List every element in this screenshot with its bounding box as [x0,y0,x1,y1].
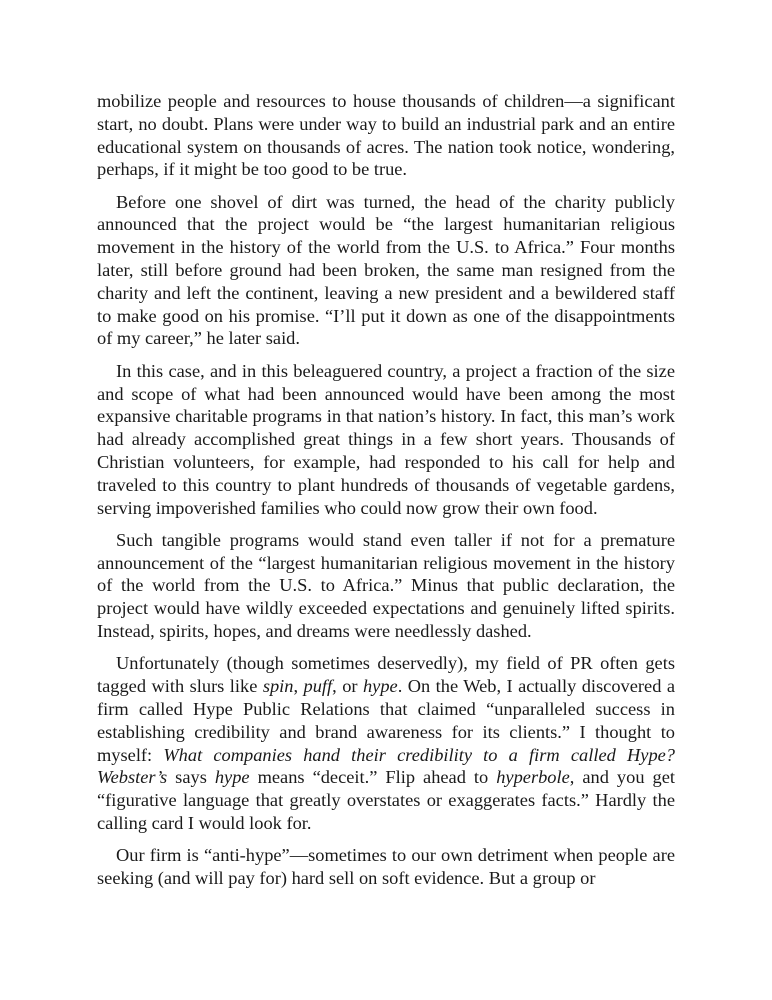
italic-thought: What companies hand their credibility to a firm called Hype? Webster’s [97,744,676,788]
paragraph-5: Unfortunately (though sometimes deservedly), my field of PR often gets tagged with slurs like spin, puff, or hype. On the Web, I actually discovered a firm called Hype Public Relations that claimed “unparalleled success in establishing credibility and brand awareness for its clients.” I thought to myself: What companies hand their credibility to a firm called Hype? Webster’s says hype means “deceit.” Flip ahead to hyperbole, and you get “figurative language that greatly overstates or exaggerates facts.” Hardly the calling card I would look for. [97,653,676,833]
italic-spin: spin [262,676,294,697]
italic-hype-word: hype [214,767,250,788]
page-body [97,90,675,890]
italic-puff: puff [303,676,333,697]
paragraph-3: In this case, and in this beleaguered country, a project a fraction of the size and scope of what had been announced would have been among the most expansive charitable programs in that nation’s history. In fact, this man’s work had already accomplished great things in a few short years. Thousands of Christian volunteers, for example, had responded to his call for help and traveled to this country to plant hundreds of thousands of vegetable gardens, serving impoverished families who could now grow their own food. [97,360,675,518]
italic-hyperbole: hyperbole [496,767,570,788]
paragraph-2: Before one shovel of dirt was turned, the head of the charity publicly announced that the project would be “the largest humanitarian religious movement in the history of the world from the U.S. to Africa.” Four months later, still before ground had been broken, the same man resigned from the charity and left the continent, leaving a new president and a bewildered staff to make good on his promise. “I’ll put it down as one of the disappointments of my career,” he later said. [97,191,675,349]
paragraph-6: Our firm is “anti-hype”—sometimes to our own detriment when people are seeking (and will pay for) hard sell on soft evidence. But a group or [97,845,675,888]
italic-hype: hype [362,676,398,697]
paragraph-4: Such tangible programs would stand even taller if not for a premature announcement of the “largest humanitarian religious movement in the history of the world from the U.S. to Africa.” Minus that public declaration, the project would have wildly exceeded expectations and genuinely lifted spirits. Instead, spirits, hopes, and dreams were needlessly dashed. [97,529,675,642]
paragraph-1: mobilize people and resources to house thousands of children—a significant start, no doubt. Plans were under way to build an industrial park and an entire educational system on thousands of acres. The nation took notice, wondering, perhaps, if it might be too good to be true. [97,91,675,180]
